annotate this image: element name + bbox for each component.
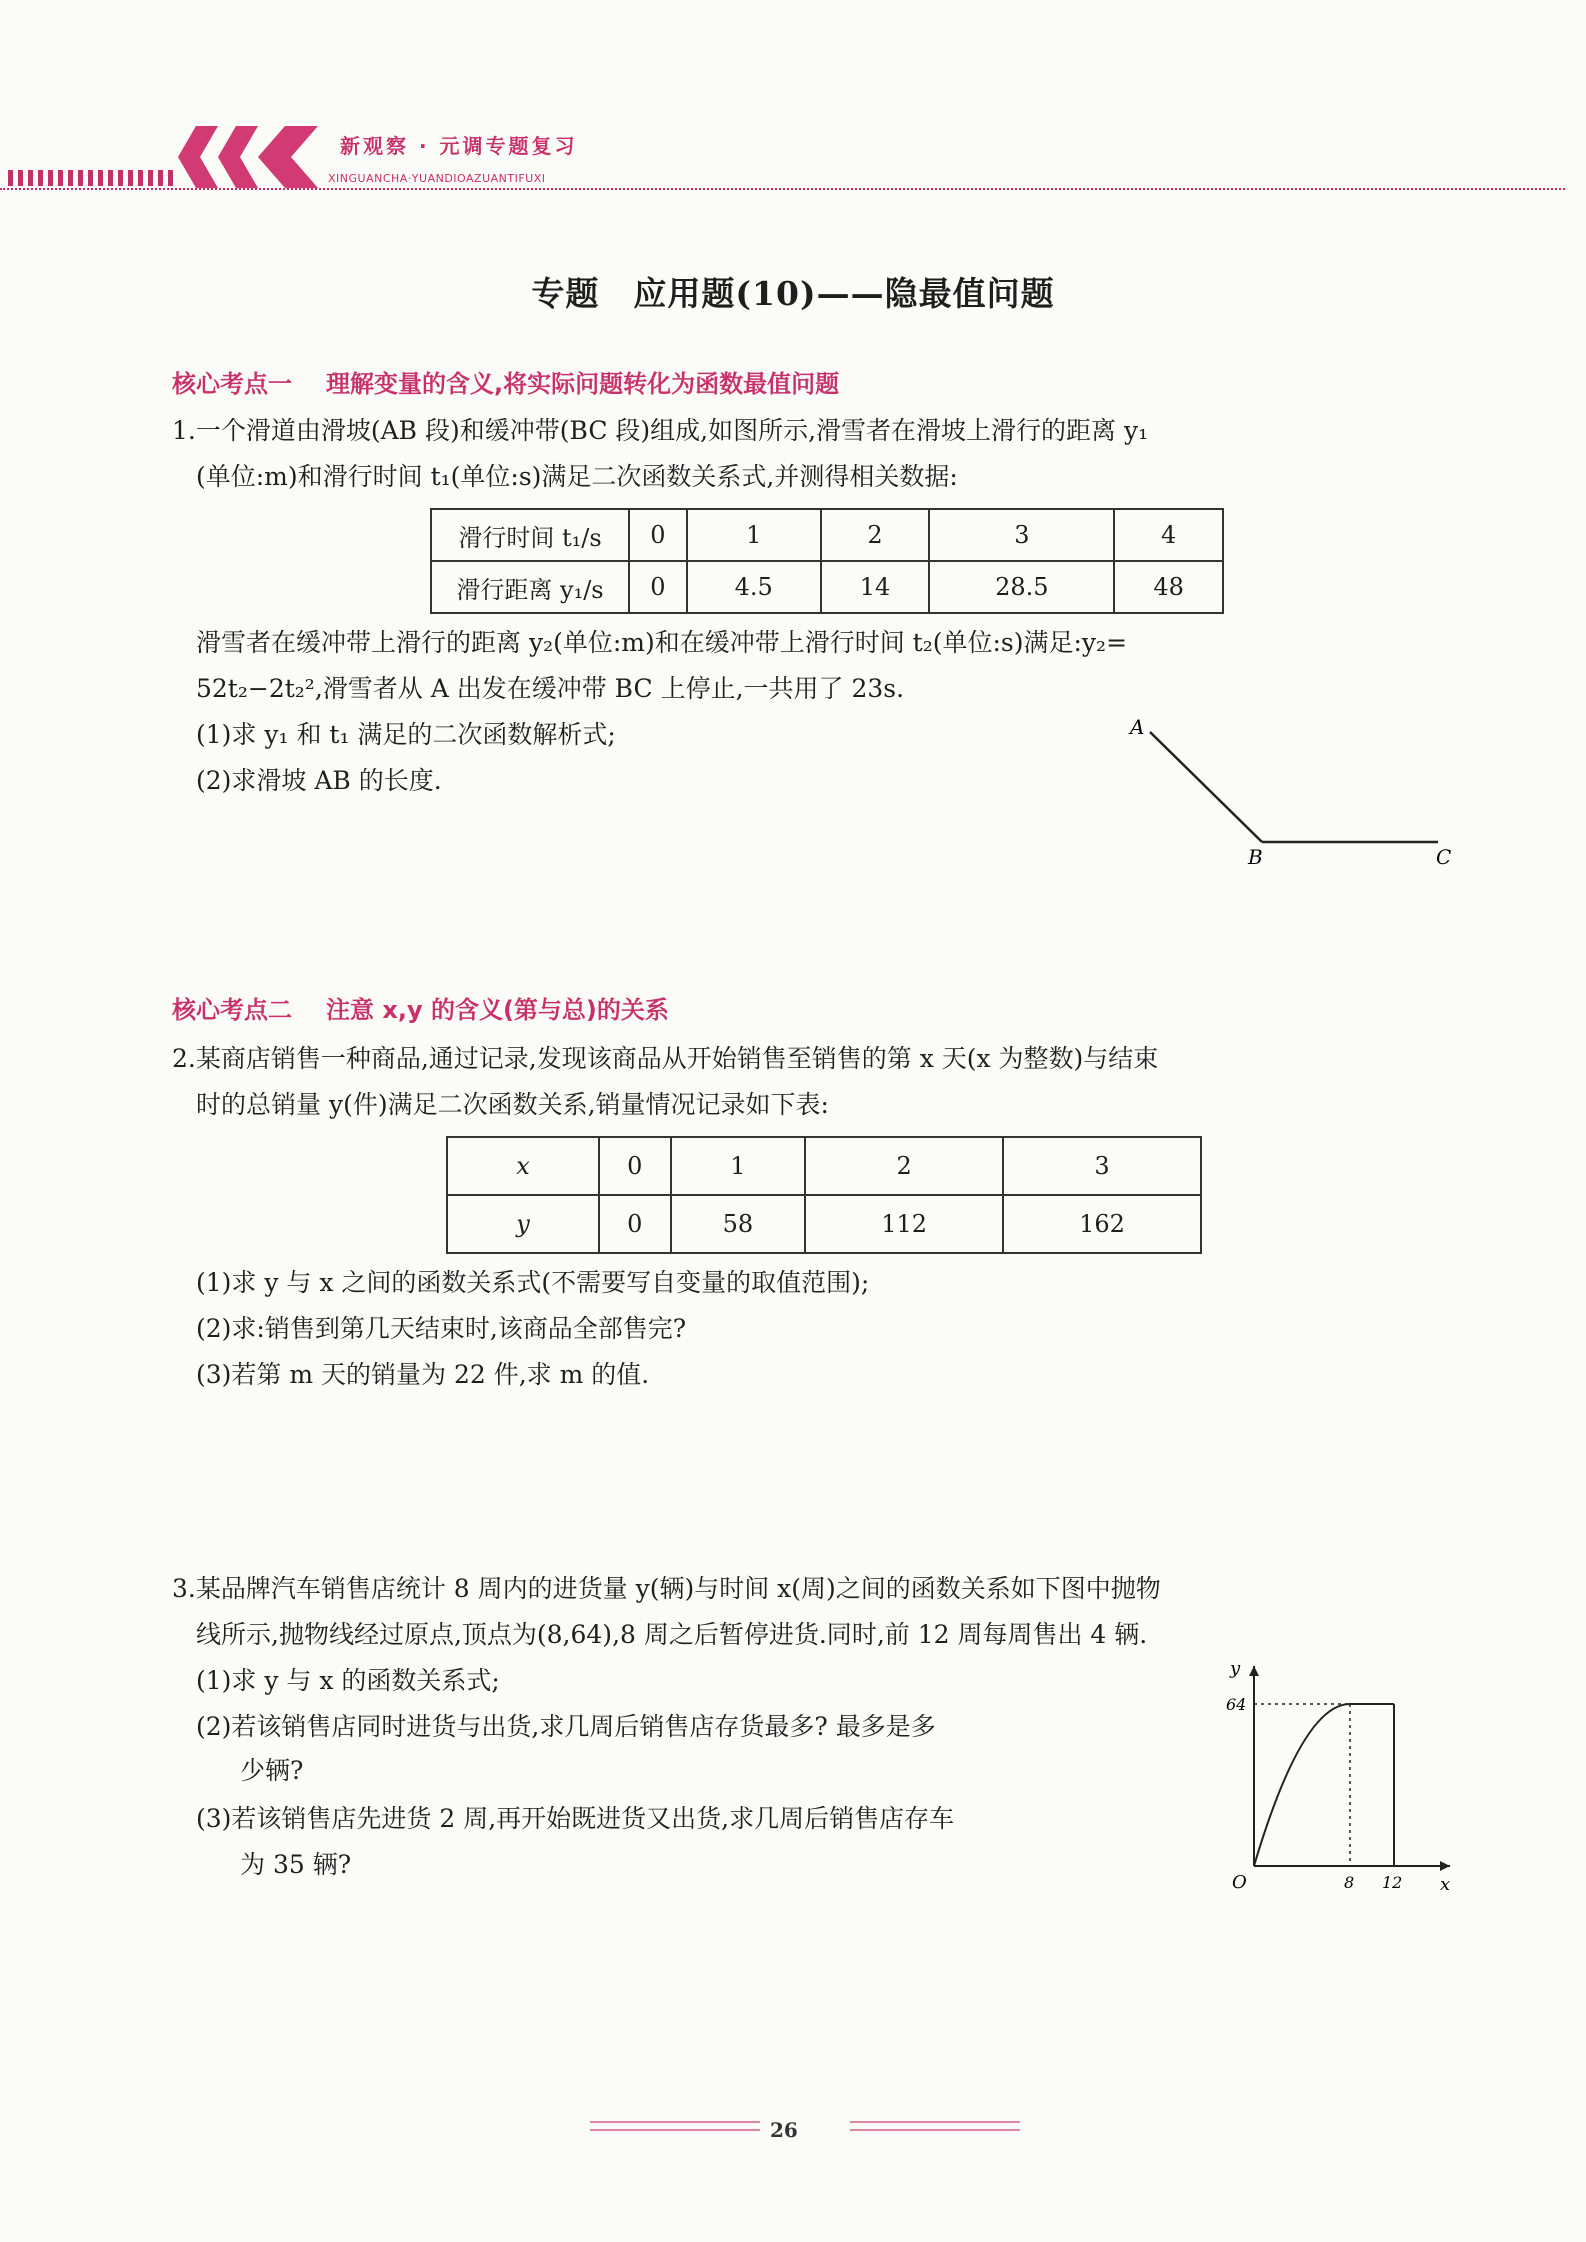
table-header-cell: y bbox=[447, 1195, 599, 1253]
q3-line2: 线所示,抛物线经过原点,顶点为(8,64),8 周之后暂停进货.同时,前 12 周每周售出 4 辆. bbox=[196, 1620, 1148, 1649]
table-cell: 1 bbox=[687, 509, 821, 561]
table-cell: 162 bbox=[1003, 1195, 1201, 1253]
table-row bbox=[431, 509, 1223, 561]
table-header-cell: x bbox=[447, 1137, 599, 1195]
footer-ornament bbox=[590, 2112, 1020, 2142]
x-axis-arrow bbox=[1440, 1861, 1450, 1871]
section-heading-2 bbox=[172, 990, 669, 1025]
q2-line1: 2.某商店销售一种商品,通过记录,发现该商品从开始销售至销售的第 x 天(x 为整数)与结束 bbox=[172, 1044, 1159, 1073]
header-chevron bbox=[178, 126, 218, 188]
q1-line4: 52t₂−2t₂²,滑雪者从 A 出发在缓冲带 BC 上停止,一共用了 23s. bbox=[196, 674, 905, 703]
table-cell: 3 bbox=[929, 509, 1114, 561]
q1-line1: 1.一个滑道由滑坡(AB 段)和缓冲带(BC 段)组成,如图所示,滑雪者在滑坡上滑行的距离 y₁ bbox=[172, 416, 1149, 445]
q3-sub2b: 少辆? bbox=[240, 1756, 304, 1785]
table-cell: 0 bbox=[599, 1137, 671, 1195]
parabola-curve bbox=[1254, 1704, 1350, 1866]
table-cell: 112 bbox=[805, 1195, 1003, 1253]
table-cell: 0 bbox=[599, 1195, 671, 1253]
table-cell: 4.5 bbox=[687, 561, 821, 613]
q3-sub2a: (2)若该销售店同时进货与出货,求几周后销售店存货最多? 最多是多 bbox=[196, 1712, 936, 1741]
series-pinyin: XINGUANCHA·YUANDIOAZUANTIFUXI bbox=[328, 172, 546, 185]
section-label: 核心考点一 bbox=[172, 370, 292, 398]
q3-sub3b: 为 35 辆? bbox=[240, 1850, 352, 1879]
point-c-label: C bbox=[1436, 845, 1452, 869]
table-cell: 0 bbox=[629, 561, 687, 613]
section-label: 核心考点二 bbox=[172, 996, 292, 1024]
x-tick-8: 8 bbox=[1344, 1873, 1355, 1892]
table-cell: 1 bbox=[671, 1137, 806, 1195]
table-cell: 2 bbox=[805, 1137, 1003, 1195]
table-row bbox=[447, 1137, 1201, 1195]
parabola-graph bbox=[1210, 1656, 1460, 1896]
header-divider bbox=[0, 188, 1565, 190]
y-axis-label: y bbox=[1230, 1658, 1241, 1679]
point-b-label: B bbox=[1248, 845, 1263, 869]
slope-figure bbox=[1120, 712, 1470, 882]
origin-label: O bbox=[1232, 1872, 1247, 1893]
y-tick-64: 64 bbox=[1226, 1695, 1247, 1714]
q3-sub1: (1)求 y 与 x 的函数关系式; bbox=[196, 1666, 500, 1695]
table-cell: 48 bbox=[1114, 561, 1223, 613]
page-title: 专题 应用题(10)——隐最值问题 bbox=[531, 274, 1055, 313]
table-cell: 4 bbox=[1114, 509, 1223, 561]
header-chevron bbox=[218, 126, 258, 188]
q2-sub3: (3)若第 m 天的销量为 22 件,求 m 的值. bbox=[196, 1360, 650, 1389]
table-cell: 58 bbox=[671, 1195, 806, 1253]
table-row bbox=[431, 561, 1223, 613]
header-chevron bbox=[258, 126, 318, 188]
table-cell: 14 bbox=[821, 561, 930, 613]
section-text: 注意 x,y 的含义(第与总)的关系 bbox=[326, 996, 669, 1024]
x-axis-label: x bbox=[1440, 1874, 1451, 1895]
q3-line1: 3.某品牌汽车销售店统计 8 周内的进货量 y(辆)与时间 x(周)之间的函数关系如下图中抛物 bbox=[172, 1574, 1161, 1603]
header-stripes bbox=[8, 170, 178, 186]
q1-sub2: (2)求滑坡 AB 的长度. bbox=[196, 766, 442, 795]
q1-line2: (单位:m)和滑行时间 t₁(单位:s)满足二次函数关系式,并测得相关数据: bbox=[196, 462, 958, 491]
table-cell: 3 bbox=[1003, 1137, 1201, 1195]
q1-table bbox=[430, 508, 1224, 614]
table-cell: 28.5 bbox=[929, 561, 1114, 613]
table-row bbox=[447, 1195, 1201, 1253]
table-header-cell: 滑行时间 t₁/s bbox=[431, 509, 629, 561]
table-header-cell: 滑行距离 y₁/s bbox=[431, 561, 629, 613]
section-heading-1 bbox=[172, 364, 839, 399]
x-tick-12: 12 bbox=[1382, 1873, 1403, 1892]
slope-ab bbox=[1150, 732, 1262, 842]
q2-sub2: (2)求:销售到第几天结束时,该商品全部售完? bbox=[196, 1314, 687, 1343]
y-axis-arrow bbox=[1249, 1666, 1259, 1676]
q2-sub1: (1)求 y 与 x 之间的函数关系式(不需要写自变量的取值范围); bbox=[196, 1268, 870, 1297]
table-cell: 2 bbox=[821, 509, 930, 561]
q3-sub3a: (3)若该销售店先进货 2 周,再开始既进货又出货,求几周后销售店存车 bbox=[196, 1804, 955, 1833]
q1-line3: 滑雪者在缓冲带上滑行的距离 y₂(单位:m)和在缓冲带上滑行时间 t₂(单位:s)满足:y₂= bbox=[196, 628, 1128, 657]
page-number: 26 bbox=[770, 2118, 798, 2142]
point-a-label: A bbox=[1130, 715, 1145, 739]
series-title: 新观察 · 元调专题复习 bbox=[340, 134, 578, 158]
q2-line2: 时的总销量 y(件)满足二次函数关系,销量情况记录如下表: bbox=[196, 1090, 829, 1119]
section-text: 理解变量的含义,将实际问题转化为函数最值问题 bbox=[326, 370, 840, 398]
q1-sub1: (1)求 y₁ 和 t₁ 满足的二次函数解析式; bbox=[196, 720, 616, 749]
table-cell: 0 bbox=[629, 509, 687, 561]
q2-table bbox=[446, 1136, 1202, 1254]
